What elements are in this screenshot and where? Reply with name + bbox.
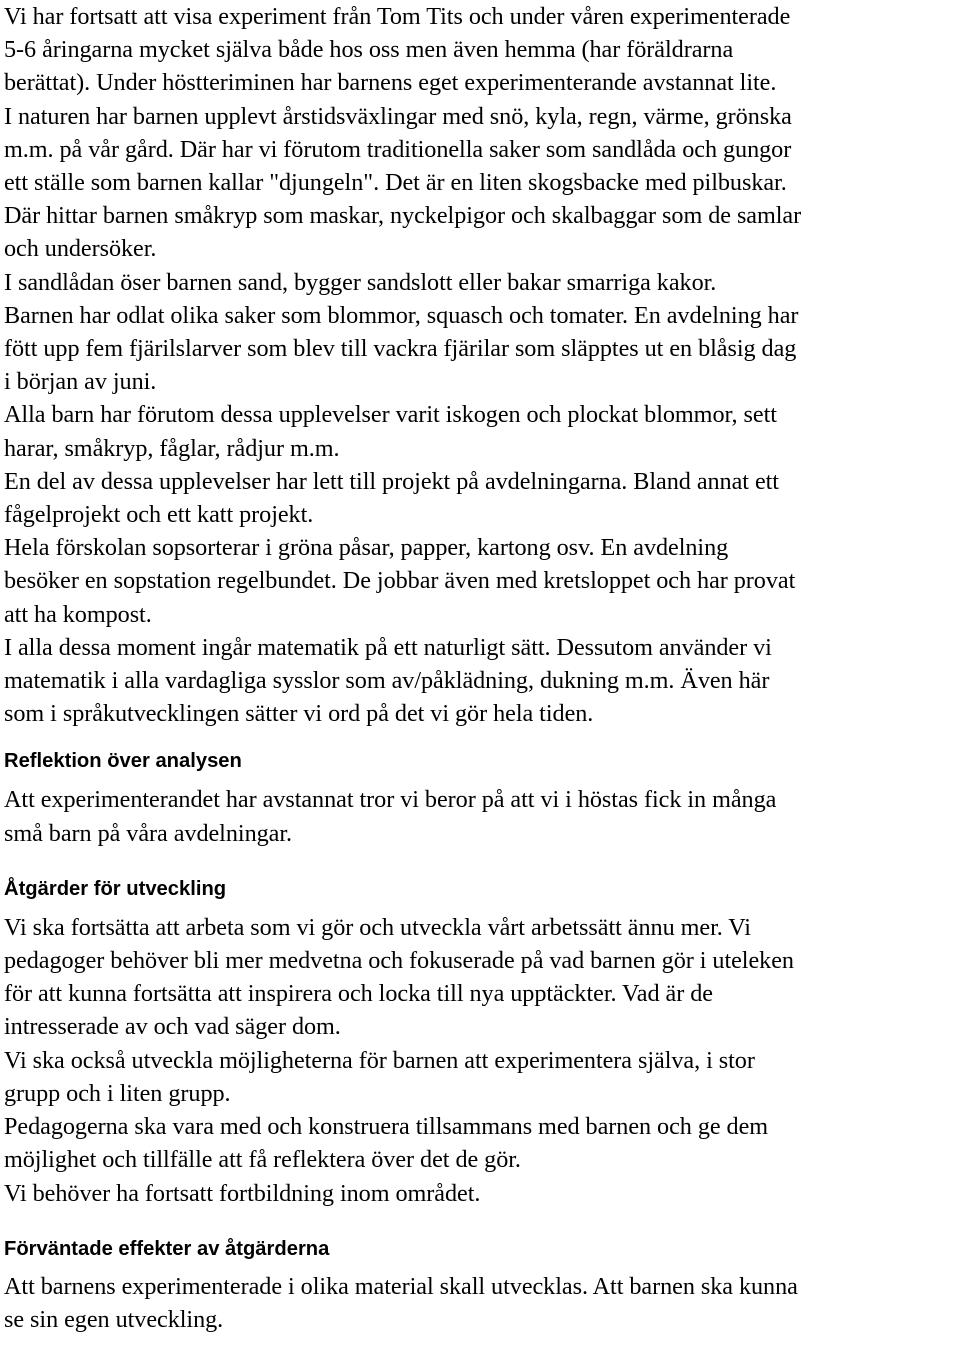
intro-paragraph: Alla barn har förutom dessa upplevelser varit iskogen och plockat blommor, sett harar, småkryp, fåglar, rådjur m.m. — [4, 401, 777, 462]
intro-paragraph: Vi har fortsatt att visa experiment från Tom Tits och under våren experimenterade 5-6 åringarna mycket själva både hos oss men även hemma (har föräldrarna berättat). Under höstteriminen har barnens eget experimenterande avstannat lite. — [4, 3, 791, 97]
effekter-section — [4, 1237, 956, 1336]
atgarder-paragraph: Pedagogerna ska vara med och konstruera tillsammans med barnen och ge dem möjlighet och tillfälle att få reflektera över det de gör. — [4, 1113, 769, 1174]
atgarder-paragraph: Vi ska fortsätta att arbeta som vi gör och utveckla vårt arbetssätt ännu mer. Vi pedagoger behöver bli mer medvetna och fokuserade på vad barnen gör i uteleken för att kunna fortsätta att inspirera och locka till nya upptäckter. Vad är de intresserade av och vad säger dom. — [4, 913, 794, 1041]
effekter-paragraph: Att barnens experimenterade i olika material skall utvecklas. Att barnen ska kunna se sin egen utveckling. — [4, 1272, 798, 1333]
atgarder-paragraph: Vi behöver ha fortsatt fortbildning inom området. — [4, 1179, 481, 1207]
intro-paragraph: I naturen har barnen upplevt årstidsväxlingar med snö, kyla, regn, värme, grönska m.m. på vår gård. Där har vi förutom traditionella saker som sandlåda och gungor ett ställe som barnen kallar "djungeln". Det är en liten skogsbacke med pilbuskar. Där hittar barnen småkryp som maskar, nyckelpigor och skalbaggar som de samlar och undersöker. — [4, 102, 802, 263]
intro-paragraph: Hela förskolan sopsorterar i gröna påsar, papper, kartong osv. En avdelning besöker en sopstation regelbundet. De jobbar även med kretsloppet och har provat att ha kompost. — [4, 534, 796, 628]
intro-section — [4, 0, 956, 730]
atgarder-paragraph: Vi ska också utveckla möjligheterna för barnen att experimentera själva, i stor grupp och i liten grupp. — [4, 1046, 755, 1107]
intro-paragraph: I sandlådan öser barnen sand, bygger sandslott eller bakar smarriga kakor. — [4, 268, 717, 296]
reflektion-paragraph: Att experimenterandet har avstannat tror vi beror på att vi i höstas fick in många små barn på våra avdelningar. — [4, 786, 777, 847]
reflektion-section — [4, 749, 956, 849]
intro-paragraph: I alla dessa moment ingår matematik på ett naturligt sätt. Dessutom använder vi matematik i alla vardagliga sysslor som av/påklädning, dukning m.m. Även här som i språkutvecklingen sätter vi ord på det vi gör hela tiden. — [4, 633, 772, 728]
reflektion-heading: Reflektion över analysen — [4, 750, 242, 773]
atgarder-section — [4, 877, 956, 1210]
atgarder-heading: Åtgärder för utveckling — [4, 877, 227, 900]
intro-paragraph: En del av dessa upplevelser har lett till projekt på avdelningarna. Bland annat ett fågelprojekt och ett katt projekt. — [4, 467, 779, 529]
effekter-heading: Förväntade effekter av åtgärderna — [4, 1237, 330, 1260]
intro-paragraph: Barnen har odlat olika saker som blommor, squasch och tomater. En avdelning har fött upp fem fjärilslarver som blev till vackra fjärilar som släpptes ut en blåsig dag i början av juni. — [4, 301, 799, 396]
